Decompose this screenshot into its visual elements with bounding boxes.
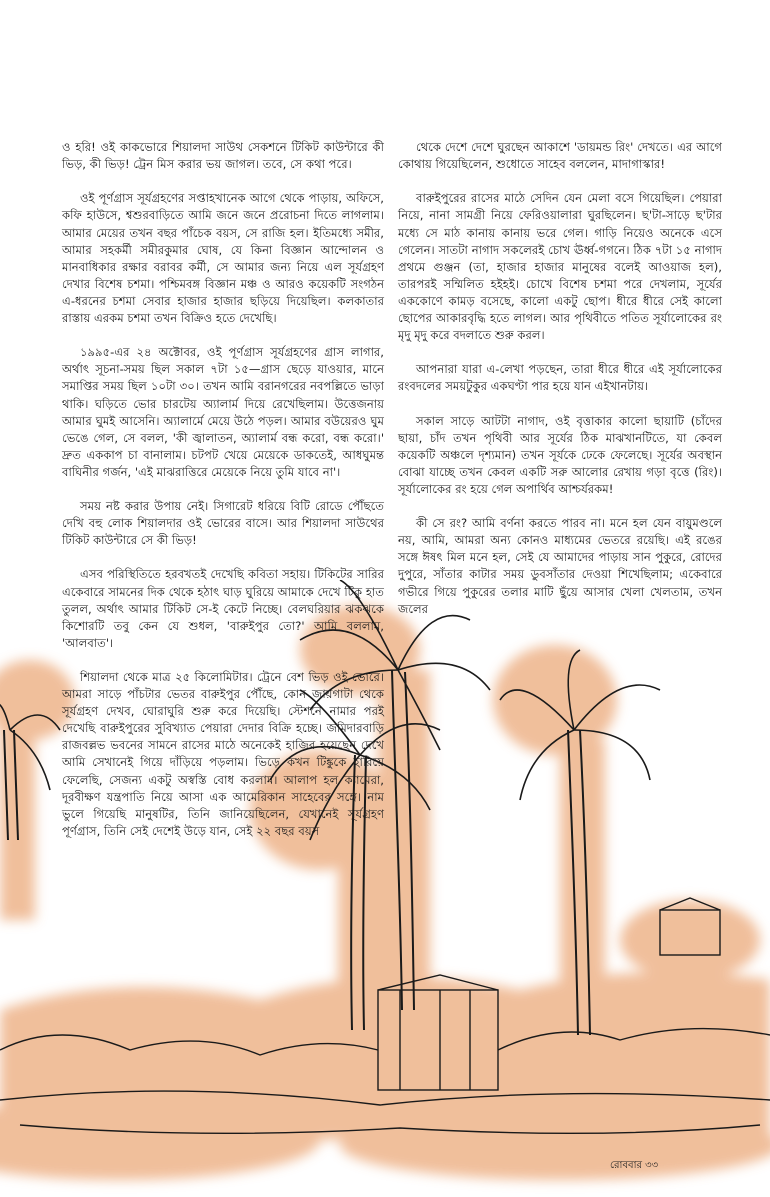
page-footer: রোববার ৩৩ (610, 1160, 659, 1171)
paragraph: শিয়ালদা থেকে মাত্র ২৫ কিলোমিটার। ট্রেনে বেশ ভিড় ওই ভোরে। আমরা সাড়ে পাঁচটার ভেতর বারুইপুর পৌঁছে, কোন জায়গাটা থেকে সূর্যগ্রহণ দেখব, ঘোরাঘুরি শুরু করে দিয়েছি। স্টেশনে নামার পরই দেখেছি বারুইপুরের সুবিখ্যাত পেয়ারা দেদার বিক্রি হচ্ছে। জমিদারবাড়ি রাজবল্লভ ভবনের সামনে রাসের মাঠে অনেকেই হাজির হয়েছেন দেখে আমি সেখানেই গিয়ে দাঁড়িয়ে পড়লাম। ভিড়ে কখন টিঙ্কুকে হারিয়ে ফেলেছি, সেজন্য একটু অস্বস্তি বোধ করলাম। আলাপ হল ক্যামেরা, দূরবীক্ষণ যন্ত্রপাতি নিয়ে আসা এক আমেরিকান সাহেবের সঙ্গে। নাম ভুলে গিয়েছি মানুষটির, তিনি জানিয়েছিলেন, যেখানেই সূর্যগ্রহণ পূর্ণগ্রাস, তিনি সেই দেশেই উড়ে যান, সেই ২২ বছর বয়স (62, 670, 384, 838)
paragraph: আপনারা যারা এ-লেখা পড়ছেন, তারা ধীরে ধীরে এই সূর্যালোকের রংবদলের সময়টুকুর একঘণ্টা পার হয়ে যান এইখানটায়। (398, 362, 722, 394)
paragraph: কী সে রং? আমি বর্ণনা করতে পারব না। মনে হল যেন বায়ুমণ্ডলে নয়, আমি, আমরা অন্য কোনও মাধ্যমের ভেতরে রয়েছি। এই রঙের সঙ্গে ঈষৎ মিল মনে হল, সেই যে আমাদের পাড়ায় সান পুকুরে, রোদের দুপুরে, সাঁতার কাটার সময় ডুবসাঁতার দেওয়া শিখেছিলাম; একেবারে গভীরে গিয়ে পুকুরের তলার মাটি ছুঁয়ে আসার খেলা খেলতাম, তখন জলের (398, 516, 722, 616)
article-right-column (398, 122, 722, 635)
paragraph: ওই পূর্ণগ্রাস সূর্যগ্রহণের সপ্তাহখানেক আগে থেকে পাড়ায়, অফিসে, কফি হাউসে, শ্বশুরবাড়িতে আমি জনে জনে প্ররোচনা দিতে লাগলাম। আমার মেয়ের তখন বছর পাঁচেক বয়স, সে রাজি হল। ইতিমধ্যে সমীর, আমার সহকর্মী সমীরকুমার ঘোষ, যে কিনা বিজ্ঞান আন্দোলন ও মানবাধিকার রক্ষার বরাবর কর্মী, সে আমার জন্য নিয়ে এল সূর্যগ্রহণ দেখার বিশেষ চশমা। পশ্চিমবঙ্গ বিজ্ঞান মঞ্চ ও আরও কয়েকটি সংগঠন এ-ধরনের চশমা সেবার হাজার হাজার ছড়িয়ে দিয়েছিল। কলকাতার রাস্তায় এরকম চশমা তখন বিক্রিও হতে দেখেছি। (62, 191, 384, 326)
paragraph: ও হরি! ওই কাকভোরে শিয়ালদা সাউথ সেকশনে টিকিট কাউন্টারে কী ভিড়, কী ভিড়! ট্রেন মিস করার ভয় জাগল। তবে, সে কথা পরে। (62, 140, 384, 172)
article-left-column (62, 122, 384, 857)
paragraph: এসব পরিস্থিতিতে হরবখতই দেখেছি কবিতা সহায়। টিকিটের সারির একেবারে সামনের দিক থেকে হঠাৎ ঘাড় ঘুরিয়ে আমাকে দেখে টিকু হাত তুলল, অর্থাৎ আমার টিকিট সে-ই কেটে নিচ্ছে। বেলঘরিয়ার ঝকঝকে কিশোরটি তবু কেন যে শুধল, 'বারুইপুর তো?' আমি বললাম, 'আলবাত'। (62, 567, 384, 650)
paragraph: থেকে দেশে দেশে ঘুরছেন আকাশে 'ডায়মন্ড রিং' দেখতে। এর আগে কোথায় গিয়েছিলেন, শুধোতে সাহেব বললেন, মাদাগাস্কার! (398, 140, 722, 172)
paragraph: বারুইপুরের রাসের মাঠে সেদিন যেন মেলা বসে গিয়েছিল। পেয়ারা নিয়ে, নানা সামগ্রী নিয়ে ফেরিওয়ালারা ঘুরছিলেন। ছ'টা-সাড়ে ছ'টার মধ্যে সে মাঠ কানায় কানায় ভরে গেল। গাড়ি নিয়েও অনেকে এসে গেলেন। সাতটা নাগাদ সকলেরই চোখ ঊর্ধ্ব-গগনে। ঠিক ৭টা ১৫ নাগাদ প্রথমে গুঞ্জন (তা, হাজার হাজার মানুষের বলেই আওয়াজ হল), তারপরই সম্মিলিত হইহই। চোখে বিশেষ চশমা পরে দেখলাম, সূর্যের এককোণে কামড় বসেছে, কালো একটু ছোপ। ধীরে ধীরে সেই কালো ছোপের আকারবৃদ্ধি হতে লাগল। আর পৃথিবীতে পতিত সূর্যালোকের রং মৃদু মৃদু করে বদলাতে শুরু করল। (398, 191, 722, 343)
paragraph: ১৯৯৫-এর ২৪ অক্টোবর, ওই পূর্ণগ্রাস সূর্যগ্রহণের গ্রাস লাগার, অর্থাৎ সূচনা-সময় ছিল সকাল ৭টা ১৫—গ্রাস ছেড়ে যাওয়ার, মানে সমাপ্তির সময় ছিল ১০টা ৩০। তখন আমি বরানগরের নবপল্লিতে ভাড়া থাকি। ঘড়িতে ভোর চারটেয় অ্যালার্ম দিয়ে রেখেছিলাম। উত্তেজনায় আমার ঘুমই আসেনি। অ্যালার্মে মেয়ে উঠে পড়ল। আমার বউয়েরও ঘুম ভেঙে গেল, সে বলল, 'কী জ্বালাতন, অ্যালার্ম বন্ধ করো, বন্ধ করো।' দ্রুত এককাপ চা বানালাম। চটপট খেয়ে মেয়েকে ডাকতেই, আধঘুমন্ত বাঘিনীর গর্জন, 'এই মাঝরাত্তিরে মেয়েকে নিয়ে তুমি যাবে না'। (62, 345, 384, 479)
paragraph: সকাল সাড়ে আটটা নাগাদ, ওই বৃত্তাকার কালো ছায়াটি (চাঁদের ছায়া, চাঁদ তখন পৃথিবী আর সূর্যের ঠিক মাঝখানটিতে, যা কেবল কয়েকটি অঞ্চলে দৃশ্যমান) তখন সূর্যকে ঢেকে ফেলেছে। সূর্যের অবস্থান বোঝা যাচ্ছে তখন কেবল একটি সরু আলোর রেখায় গড়া বৃত্তে (রিং)। সূর্যালোকের রং হয়ে গেল অপার্থিব আশ্চর্যরকম! (398, 413, 722, 496)
paragraph: সময় নষ্ট করার উপায় নেই। সিগারেট ধরিয়ে বিটি রোডে পৌঁছতে দেখি বহু লোক শিয়ালদার ওই ভোরের বাসে। আর শিয়ালদা সাউথের টিকিট কাউন্টারে সে কী ভিড়! (62, 499, 384, 548)
